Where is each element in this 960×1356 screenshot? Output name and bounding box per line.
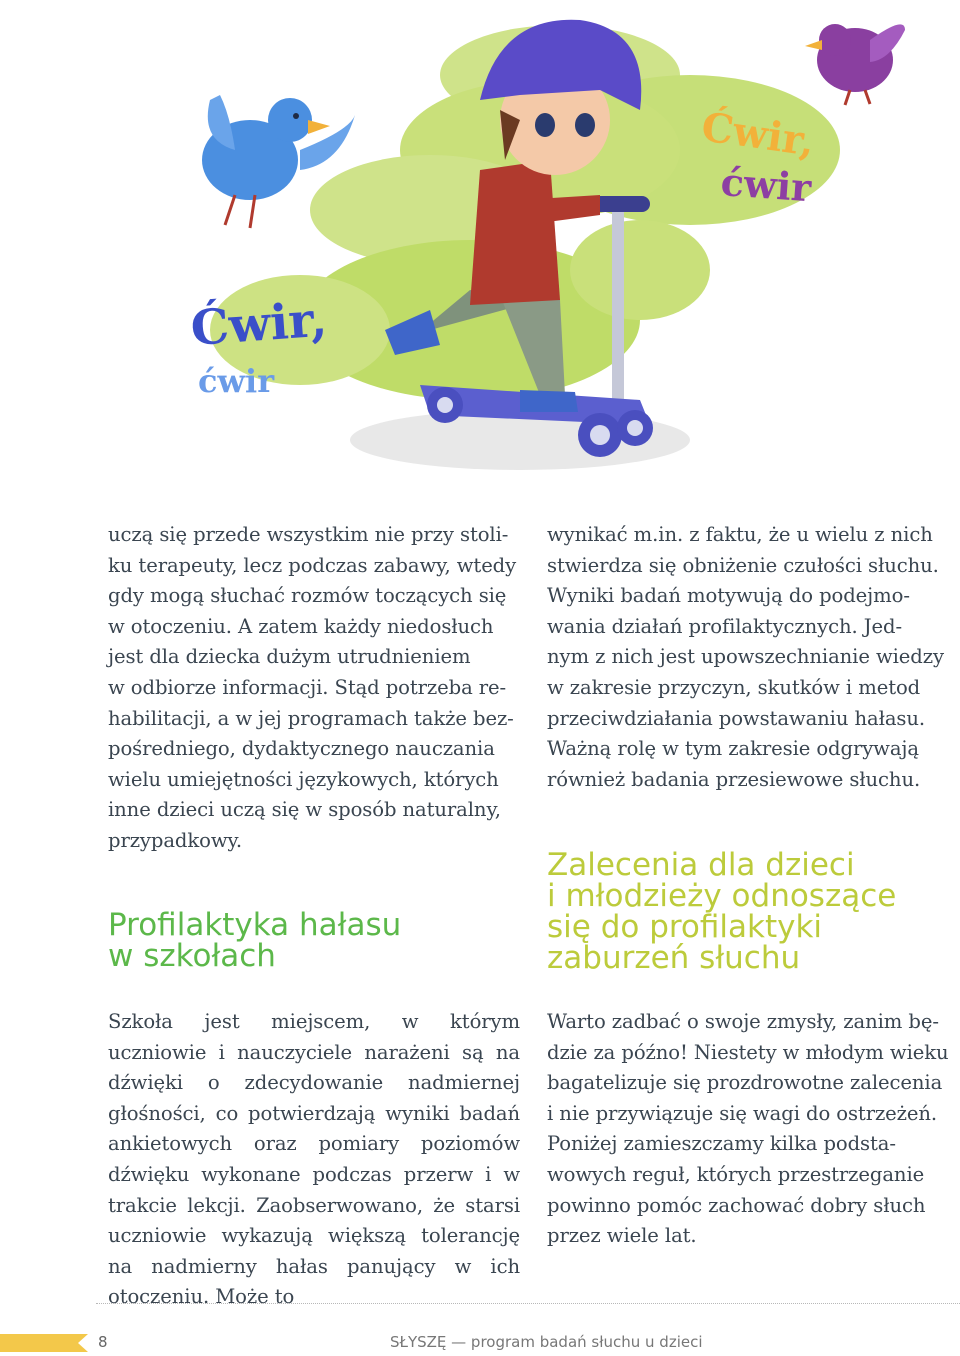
text-line: Warto zadbać o swoje zmysły, zanim bę- — [547, 1010, 939, 1033]
text-line: wania działań profilaktycznych. Jed- — [547, 614, 902, 638]
left-intro-paragraph — [108, 520, 520, 857]
text-line: nym z nich jest upowszechnianie wiedzy — [547, 645, 944, 669]
text-line: jest dla dziecka dużym utrudnieniem — [108, 645, 471, 669]
text-line: inne dzieci uczą się w sposób naturalny, — [108, 798, 501, 822]
heading-line: się do profilaktyki — [547, 909, 823, 945]
text-line: ku terapeuty, lecz podczas zabawy, wtedy — [108, 553, 517, 577]
text-line: dzie za późno! Niestety w młodym wieku — [547, 1040, 949, 1064]
text-line: wielu umiejętności językowych, których — [108, 767, 499, 791]
text-line: przeciwdziałania powstawaniu hałasu. — [547, 706, 926, 730]
text-line: wowych reguł, których przestrzeganie — [547, 1162, 925, 1186]
heading-line: Zalecenia dla dzieci — [547, 847, 855, 883]
text-line: Wyniki badań motywują do podejmo- — [547, 584, 910, 608]
text-line: wynikać m.in. z faktu, że u wielu z nich — [547, 523, 933, 546]
text-line: również badania przesiewowe słuchu. — [547, 767, 921, 791]
heading-line: w szkołach — [108, 938, 276, 974]
right-body-paragraph — [547, 1007, 959, 1252]
bird-text-left-line2: ćwir — [198, 362, 275, 400]
bird-text-right-line1: Ćwir, — [698, 103, 818, 166]
heading-line: zaburzeń słuchu — [547, 940, 801, 976]
bird-text-left-line1: Ćwir, — [188, 291, 329, 357]
text-line: stwierdza się obniżenie czułości słuchu. — [547, 553, 939, 577]
left-body-paragraph — [108, 1007, 520, 1313]
section-heading-recommendations — [547, 847, 959, 976]
text-line: przez wiele lat. — [547, 1224, 697, 1248]
text-line: Ważną rolę w tym zakresie odgrywają — [547, 737, 919, 761]
text-line: powinno pomóc zachować dobry słuch — [547, 1193, 926, 1217]
right-intro-paragraph — [547, 520, 959, 795]
text-line: w odbiorze informacji. Stąd potrzeba re- — [108, 675, 507, 699]
text-line: bagatelizuje się prozdrowotne zalecenia — [547, 1071, 943, 1095]
text-line: w zakresie przyczyn, skutków i metod — [547, 675, 921, 699]
text-line: i nie przywiązuje się wagi do ostrzeżeń. — [547, 1101, 938, 1125]
purple-bird — [805, 24, 905, 105]
text-line: uczą się przede wszystkim nie przy stoli- — [108, 523, 509, 546]
header-illustration — [0, 0, 960, 490]
heading-line: i młodzieży odnoszące — [547, 878, 897, 914]
text-line: pośredniego, dydaktycznego nauczania — [108, 737, 495, 761]
text-line: habilitacji, a w jej programach także bez- — [108, 706, 514, 730]
text-line: Poniżej zamieszczamy kilka podsta- — [547, 1132, 896, 1156]
text-line: w otoczeniu. A zatem każdy niedosłuch — [108, 614, 494, 638]
footer-divider — [96, 1303, 960, 1304]
heading-line: Profilaktyka hałasu — [108, 907, 402, 943]
page-number: 8 — [98, 1333, 108, 1351]
footer-title: SŁYSZĘ — program badań słuchu u dzieci — [390, 1333, 703, 1351]
section-heading-noise-prevention — [108, 907, 520, 974]
footer-accent-tab — [0, 1334, 88, 1352]
text-line: przypadkowy. — [108, 828, 243, 852]
paragraph: Szkoła jest miejscem, w którym uczniowie i nauczyciele narażeni są na dźwięki o zdecydowanie nadmiernej głośności, co potwierdzają wyniki badań ankietowych oraz pomiary poziomów dźwięku wykonane podczas przerw i w trakcie lekcji. Zaobserwowano, że starsi uczniowie wykazują większą tolerancję na nadmierny hałas panujący w ich otoczeniu. Może to — [108, 1010, 520, 1309]
text-line: gdy mogą słuchać rozmów toczących się — [108, 584, 507, 608]
bird-text-right-line2: ćwir — [719, 159, 813, 211]
